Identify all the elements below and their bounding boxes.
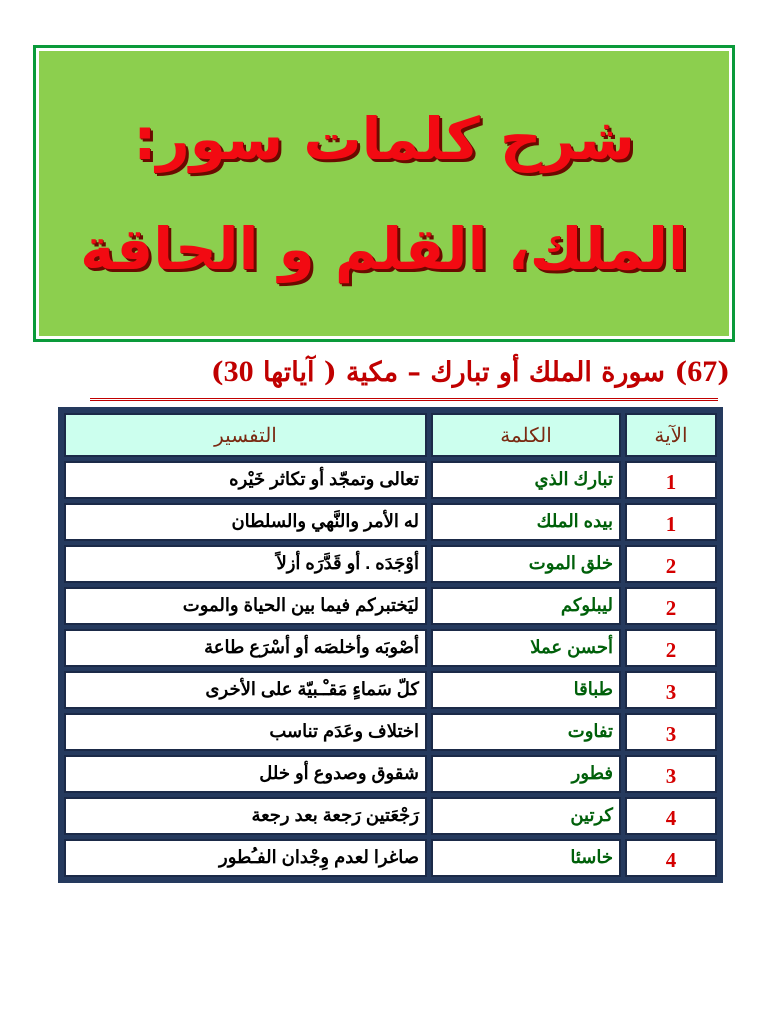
aya-cell: 2: [625, 629, 717, 667]
title-panel: [36, 48, 732, 339]
surah-number: 67: [687, 355, 718, 388]
table-row: [64, 839, 717, 877]
meaning-cell: كلّ سَماءٍ مَقـْـبيّة على الأخرى: [64, 671, 427, 709]
table-row: [64, 545, 717, 583]
table-row: [64, 503, 717, 541]
word-cell: أحسن عملا: [431, 629, 621, 667]
aya-cell: 2: [625, 545, 717, 583]
word-cell: كرتين: [431, 797, 621, 835]
table-row: [64, 671, 717, 709]
aya-cell: 3: [625, 671, 717, 709]
heading-underline: [90, 398, 718, 401]
word-cell: بيده الملك: [431, 503, 621, 541]
meaning-cell: شقوق وصدوع أو خلل: [64, 755, 427, 793]
meaning-cell: أصْوبَه وأخلصَه أو أسْرَع طاعة: [64, 629, 427, 667]
meaning-cell: تعالى وتمجّد أو تكاثر خَيْره: [64, 461, 427, 499]
surah-heading: [90, 352, 730, 393]
table-row: [64, 629, 717, 667]
close-paren: ): [674, 357, 688, 388]
header-aya: الآية: [625, 413, 717, 457]
meaning-cell: صاغرا لعدم وِجْدان الفـُطور: [64, 839, 427, 877]
aya-cell: 1: [625, 461, 717, 499]
word-cell: تفاوت: [431, 713, 621, 751]
table-row: [64, 713, 717, 751]
meaning-cell: له الأمر والنَّهي والسلطان: [64, 503, 427, 541]
table-row: [64, 461, 717, 499]
table-row: [64, 755, 717, 793]
title-line-2: الملك، القلم و الحاقة: [80, 214, 688, 283]
header-meaning: التفسير: [64, 413, 427, 457]
meaning-cell: ليَختبركم فيما بين الحياة والموت: [64, 587, 427, 625]
vocabulary-table: [58, 407, 723, 883]
table-header-row: [64, 413, 717, 457]
title-line-1: شرح كلمات سور:: [133, 104, 635, 173]
verse-count: 30: [223, 355, 254, 388]
table-row: [64, 587, 717, 625]
surah-description: سورة الملك أو تبارك – مكية ( آياتها: [253, 357, 675, 388]
aya-cell: 4: [625, 797, 717, 835]
aya-cell: 3: [625, 755, 717, 793]
vocabulary-table-wrapper: [58, 407, 723, 883]
word-cell: طباقا: [431, 671, 621, 709]
open-paren: (: [717, 357, 730, 388]
table-row: [64, 797, 717, 835]
word-cell: خاسئا: [431, 839, 621, 877]
meaning-cell: أوْجَدَه . أو قَدَّرَه أزلاً: [64, 545, 427, 583]
aya-cell: 4: [625, 839, 717, 877]
word-cell: ليبلوكم: [431, 587, 621, 625]
word-cell: فطور: [431, 755, 621, 793]
aya-cell: 1: [625, 503, 717, 541]
end-paren: ): [210, 357, 224, 388]
header-word: الكلمة: [431, 413, 621, 457]
word-cell: خلق الموت: [431, 545, 621, 583]
meaning-cell: رَجْعَتين رَجعة بعد رجعة: [64, 797, 427, 835]
aya-cell: 2: [625, 587, 717, 625]
meaning-cell: اختلاف وعَدَم تناسب: [64, 713, 427, 751]
aya-cell: 3: [625, 713, 717, 751]
word-cell: تبارك الذي: [431, 461, 621, 499]
title-box: [33, 45, 735, 342]
